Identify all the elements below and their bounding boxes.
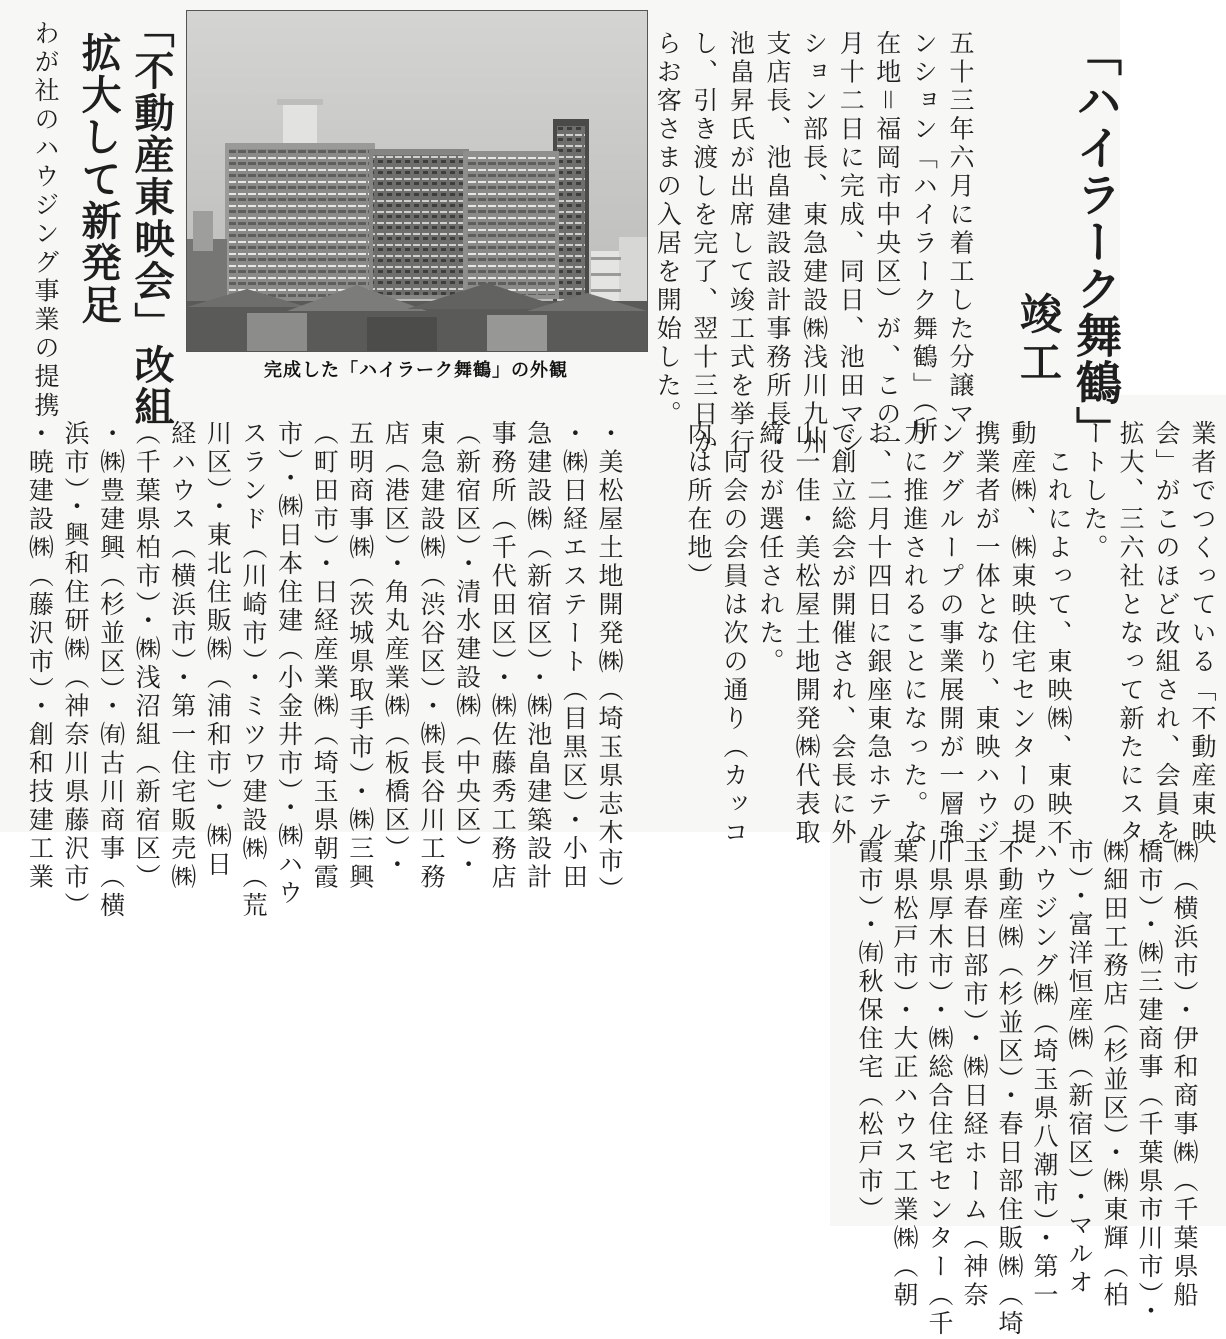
article2-text-column: ンググループの事業展開が一層強 [936, 420, 965, 848]
member-list-column: ・㈱豊建興（杉並区）・㈲古川商事（横 [96, 420, 126, 921]
member-list-column: （千葉県柏市）・㈱浅沼組（新宿区） [132, 420, 162, 892]
apartment-building-image [187, 11, 647, 351]
member-list-column: 霞市）・㈲秋保住宅（松戸市） [855, 838, 884, 1225]
article2-text-column: 動産㈱、㈱東映住宅センターの提 [1008, 420, 1037, 848]
member-list-column: 葉県松戸市）・大正ハウス工業㈱（朝 [890, 838, 919, 1310]
member-list-column: ㈱細田工務店（杉並区）・㈱東輝（柏 [1100, 838, 1129, 1310]
member-list-column: （町田市）・日経産業㈱（埼玉県朝霞 [310, 420, 340, 892]
article1-text-column: ション部長、東急建設㈱浅川九州 [799, 30, 829, 458]
article2-text-column: 業者でつくっている「不動産東映 [1188, 420, 1217, 848]
member-list-column: 浜市）・興和住研㈱（神奈川県藤沢市） [61, 420, 90, 921]
article2-text-column: 携業者が一体となり、東映ハウジ [972, 420, 1001, 848]
member-list-column: （新宿区）・清水建設㈱（中央区）・ [452, 420, 482, 880]
subheadline-housing-partnership: わが社のハウジング事業の提携 [31, 20, 60, 421]
member-list-column: 東急建設㈱（渋谷区）・㈱長谷川工務 [417, 420, 446, 892]
member-list-column: 市）・富洋恒産㈱（新宿区）・マルオ [1065, 838, 1094, 1298]
member-list-column: ・㈱日経エステート（目黒区）・小田 [559, 420, 589, 892]
article1-text-column: らお客さまの入居を開始した。 [653, 30, 683, 429]
article2-text-column: 会」がこのほど改組され、会員を [1152, 420, 1181, 848]
member-list-column: 五明商事㈱（茨城県取手市）・㈱三興 [345, 420, 375, 892]
article2-text-column: で創立総会が開催され、会長に外 [828, 420, 857, 848]
member-list-column: 急建設㈱（新宿区）・㈱池畠建築設計 [523, 420, 553, 892]
article1-text-column: ンション「ハイラーク舞鶴」（所 [909, 30, 939, 445]
article2-text-column: 内は所在地） [684, 420, 713, 591]
article2-text-column: ートした。 [1080, 420, 1109, 563]
member-list-column: ハウジング㈱（埼玉県八潮市）・第一 [1030, 838, 1059, 1310]
headline-fudosan-toei-kai: 「不動産東映会」改組 [128, 8, 175, 428]
member-list-column: 店（港区）・角丸産業㈱（板橋区）・ [381, 420, 411, 880]
member-list-column: 経ハウス（横浜市）・第一住宅販売㈱ [167, 420, 197, 892]
article2-text-column: 締役が選任された。 [756, 420, 785, 677]
article1-text-column: し、引き渡しを完了、翌十三日か [689, 30, 719, 458]
headline-new-start: 拡大して新発足 [75, 32, 122, 326]
member-list-column: 不動産㈱（杉並区）・春日部住販㈱（埼 [995, 838, 1024, 1339]
member-list-column: 市）・㈱日本住建（小金井市）・㈱ハウ [274, 420, 304, 908]
photo-caption: 完成した「ハイラーク舞鶴」の外観 [264, 360, 568, 381]
member-list-column: スランド（川崎市）・ミツワ建設㈱（荒 [239, 420, 268, 921]
article1-text-column: 五十三年六月に着工した分譲マ [946, 30, 975, 429]
member-list-column: 川県厚木市）・㈱総合住宅センター（千 [925, 838, 954, 1339]
article2-text-column: 拡大、三六社となって新たにスタ [1116, 420, 1145, 848]
article1-text-column: 月十二日に完成、同日、池田マン [836, 30, 866, 458]
article1-text-column: 在地＝福岡市中央区）が、この一 [872, 30, 902, 458]
article1-text-column: 池畠昇氏が出席して竣工式を挙行 [726, 30, 756, 458]
member-list-column: 橋市）・㈱三建商事（千葉県市川市）・ [1135, 838, 1164, 1326]
article2-text-column: 力に推進されることになった。な [900, 420, 929, 848]
member-list-column: ・美松屋土地開発㈱（埼玉県志木市） [595, 420, 624, 905]
building-photo [186, 10, 648, 352]
headline-hairaaku-maizuru: 「ハイラーク舞鶴」 [1069, 30, 1123, 453]
headline-completion: 竣工 [1014, 292, 1063, 388]
article2-text-column: これによって、東映㈱、東映不 [1044, 420, 1073, 848]
member-list-column: 事務所（千代田区）・㈱佐藤秀工務店 [488, 420, 518, 892]
article2-text-column: 山一佳・美松屋土地開発㈱代表取 [792, 420, 821, 848]
member-list-column: 川区）・東北住販㈱（浦和市）・㈱日 [203, 420, 233, 880]
article1-text-column: 支店長、池畠建設設計事務所長・ [763, 30, 792, 458]
article2-text-column: 同会の会員は次の通り（カッコ [720, 420, 749, 848]
member-list-column: ㈱（横浜市）・伊和商事㈱（千葉県船 [1170, 838, 1199, 1310]
member-list-column: 玉県春日部市）・㈱日経ホーム（神奈 [960, 838, 989, 1310]
article2-text-column: お、二月十四日に銀座東急ホテル [864, 420, 893, 848]
member-list-column: ・暁建設㈱（藤沢市）・創和技建工業 [25, 420, 55, 892]
